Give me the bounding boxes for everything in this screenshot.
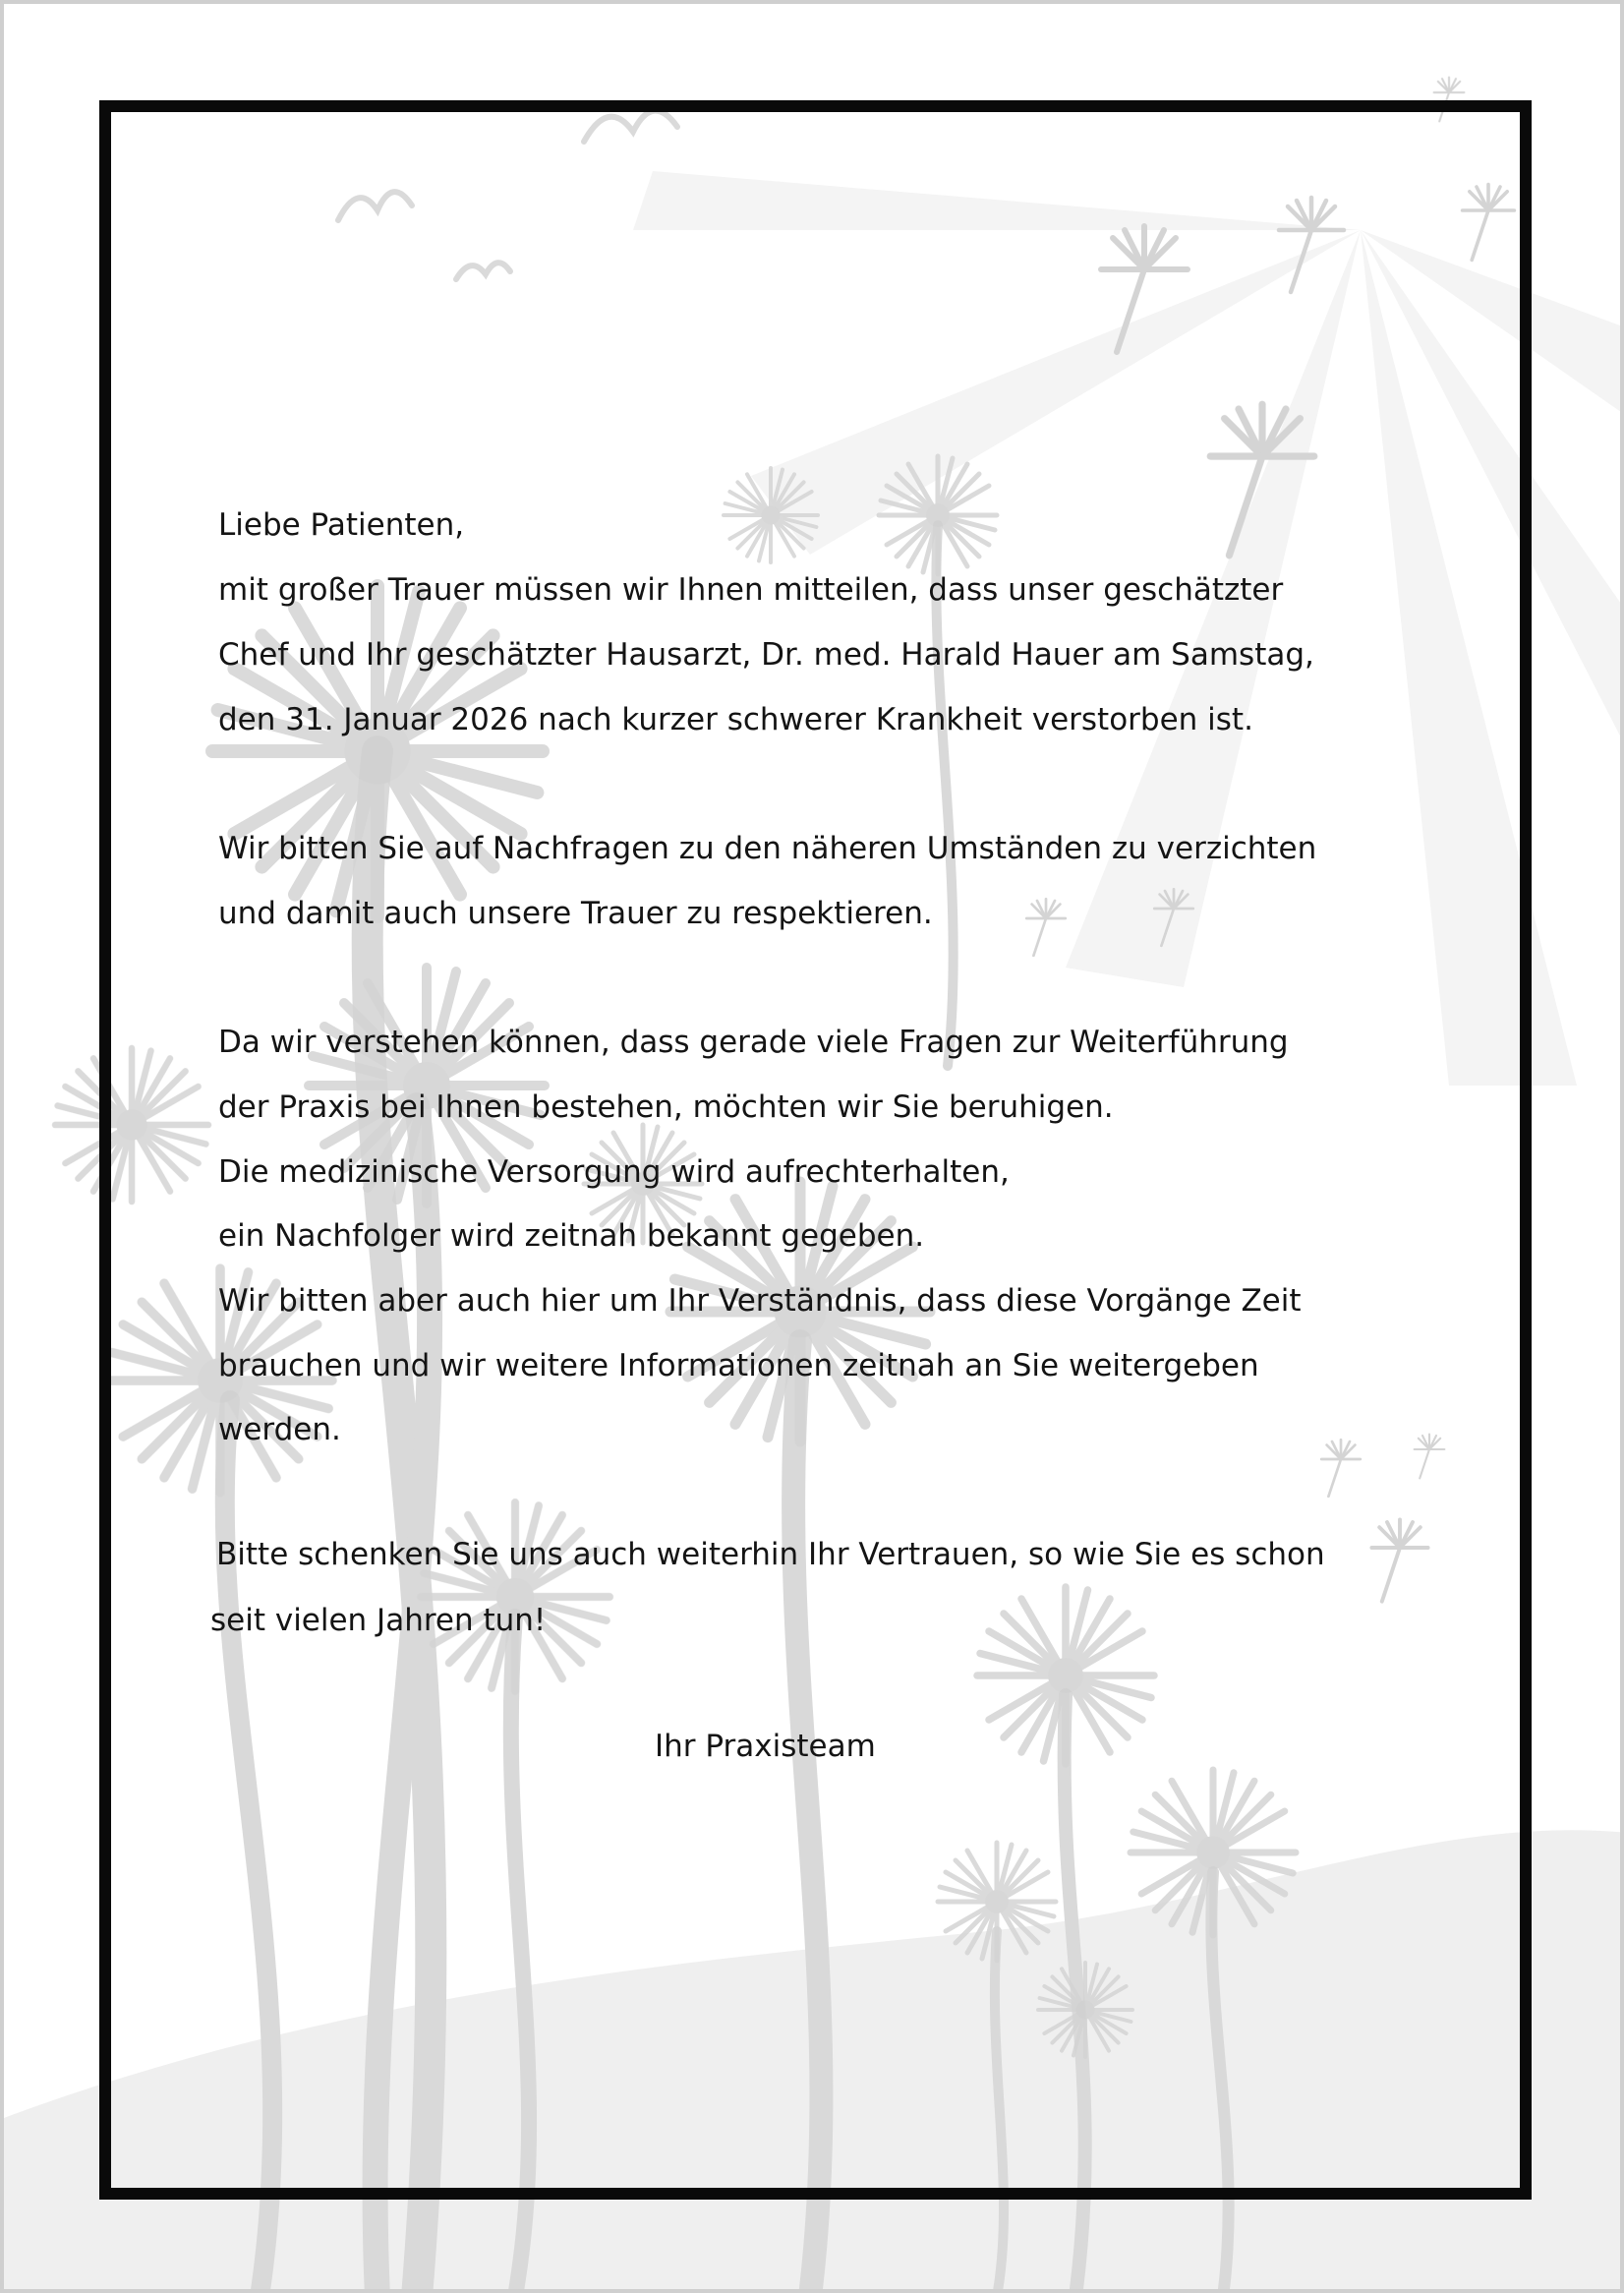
paragraph-4-line-1: Bitte schenken Sie uns auch weiterhin Ihr Vertrauen, so wie Sie es schon [216,1537,1325,1572]
paragraph-3-line-6: brauchen und wir weitere Informationen zeitnah an Sie weitergeben [218,1348,1259,1383]
salutation: Liebe Patienten, [218,507,465,543]
paragraph-1-line-1: mit großer Trauer müssen wir Ihnen mitteilen, dass unser geschätzter [218,572,1284,608]
paragraph-3-line-3: Die medizinische Versorgung wird aufrechterhalten, [218,1154,1010,1190]
paragraph-2-line-1: Wir bitten Sie auf Nachfragen zu den näheren Umständen zu verzichten [218,831,1317,866]
paragraph-3-line-4: ein Nachfolger wird zeitnah bekannt gegeben. [218,1218,925,1254]
letter-body [4,4,1624,2293]
paragraph-3-line-5: Wir bitten aber auch hier um Ihr Verständnis, dass diese Vorgänge Zeit [218,1283,1302,1319]
paragraph-4-line-2: seit vielen Jahren tun! [210,1603,547,1638]
paragraph-2-line-2: und damit auch unsere Trauer zu respektieren. [218,896,933,931]
paragraph-3-line-2: der Praxis bei Ihnen bestehen, möchten wir Sie beruhigen. [218,1089,1114,1125]
signature: Ihr Praxisteam [655,1729,876,1764]
paragraph-1-line-2: Chef und Ihr geschätzter Hausarzt, Dr. med. Harald Hauer am Samstag, [218,637,1314,673]
paragraph-1-line-3: den 31. Januar 2026 nach kurzer schwerer Krankheit verstorben ist. [218,702,1253,737]
paragraph-3-line-1: Da wir verstehen können, dass gerade viele Fragen zur Weiterführung [218,1025,1289,1060]
paragraph-3-line-7: werden. [218,1412,341,1447]
